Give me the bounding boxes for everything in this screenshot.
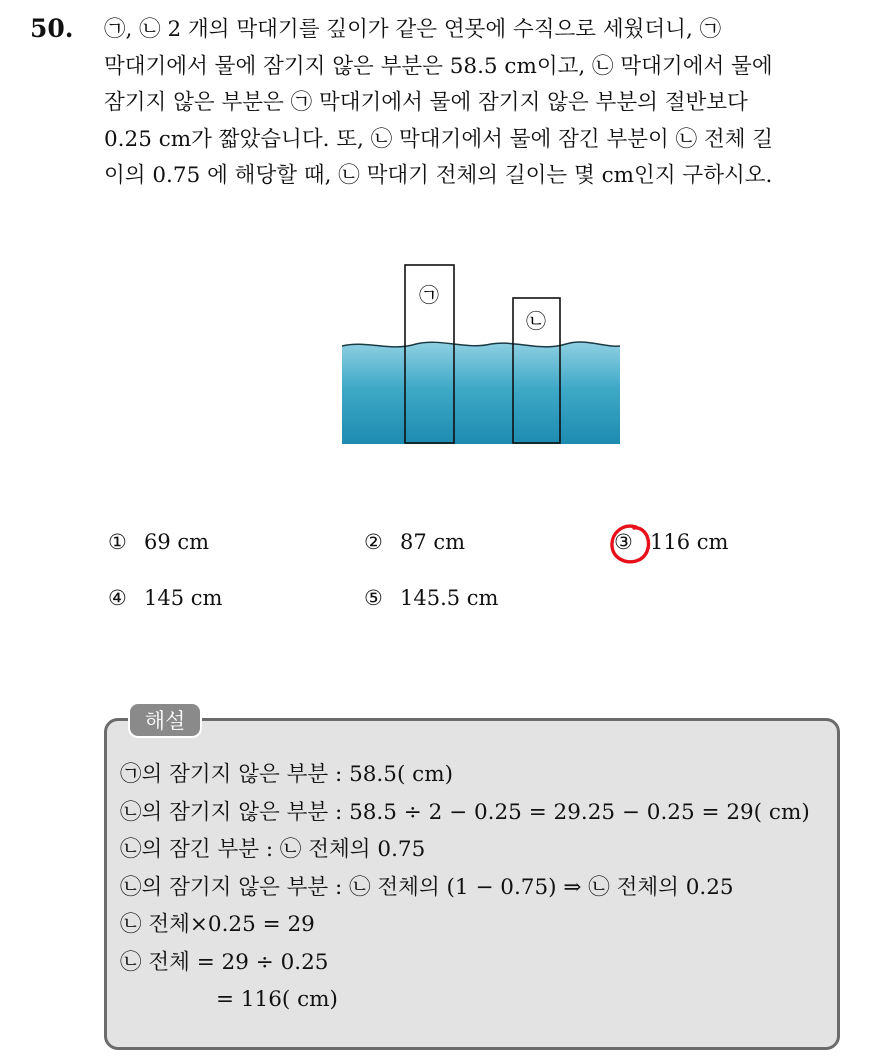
answer-circle-mark: [606, 520, 654, 568]
pond-figure: [336, 258, 626, 450]
question-line: 잠기지 않은 부분은 ㉠ 막대기에서 물에 잠기지 않은 부분의 절반보다: [104, 90, 748, 115]
explanation-line: ㉡의 잠기지 않은 부분 : ㉡ 전체의 (1 − 0.75) ⇒ ㉡ 전체의 0.25: [120, 874, 734, 900]
choice-text: 87 cm: [400, 530, 466, 554]
water-body: [342, 342, 620, 444]
question-text: [104, 12, 864, 195]
choice-5[interactable]: [364, 586, 498, 610]
explanation-line: = 116( cm): [216, 987, 338, 1012]
choice-text: 145.5 cm: [400, 586, 499, 610]
choice-text: 145 cm: [144, 586, 223, 610]
choice-number: ③: [614, 530, 633, 554]
question-number: 50.: [30, 14, 74, 43]
choice-text: 69 cm: [144, 530, 210, 554]
explanation-line: ㉡의 잠기지 않은 부분 : 58.5 ÷ 2 − 0.25 = 29.25 − 0.25 = 29( cm): [120, 799, 810, 825]
explanation-line: ㉠의 잠기지 않은 부분 : 58.5( cm): [120, 762, 453, 787]
explanation-line: ㉡ 전체 = 29 ÷ 0.25: [120, 949, 329, 975]
explanation-line: ㉡의 잠긴 부분 : ㉡ 전체의 0.75: [120, 837, 426, 862]
explanation-lines: [120, 756, 810, 1019]
question-line: 이의 0.75 에 해당할 때, ㉡ 막대기 전체의 길이는 몇 cm인지 구하시오.: [104, 163, 773, 188]
question-line: 막대기에서 물에 잠기지 않은 부분은 58.5 cm이고, ㉡ 막대기에서 물에: [104, 53, 773, 79]
choice-1[interactable]: [108, 530, 209, 554]
stick-b-label: ㉡: [526, 309, 546, 333]
choice-number: ②: [364, 530, 383, 554]
question-line: ㉠, ㉡ 2 개의 막대기를 깊이가 같은 연못에 수직으로 세웠더니, ㉠: [104, 17, 722, 42]
choice-text: 116 cm: [650, 530, 729, 554]
stick-a-label: ㉠: [419, 283, 439, 307]
choice-number: ⑤: [364, 586, 383, 610]
explanation-line: ㉡ 전체×0.25 = 29: [120, 912, 315, 937]
choice-number: ①: [108, 530, 127, 554]
choice-4[interactable]: [108, 586, 222, 610]
question-line: 0.25 cm가 짧았습니다. 또, ㉡ 막대기에서 물에 잠긴 부분이 ㉡ 전체 길: [104, 126, 774, 152]
choice-number: ④: [108, 586, 127, 610]
explanation-tab: 해설: [128, 702, 202, 738]
choice-2[interactable]: [364, 530, 465, 554]
